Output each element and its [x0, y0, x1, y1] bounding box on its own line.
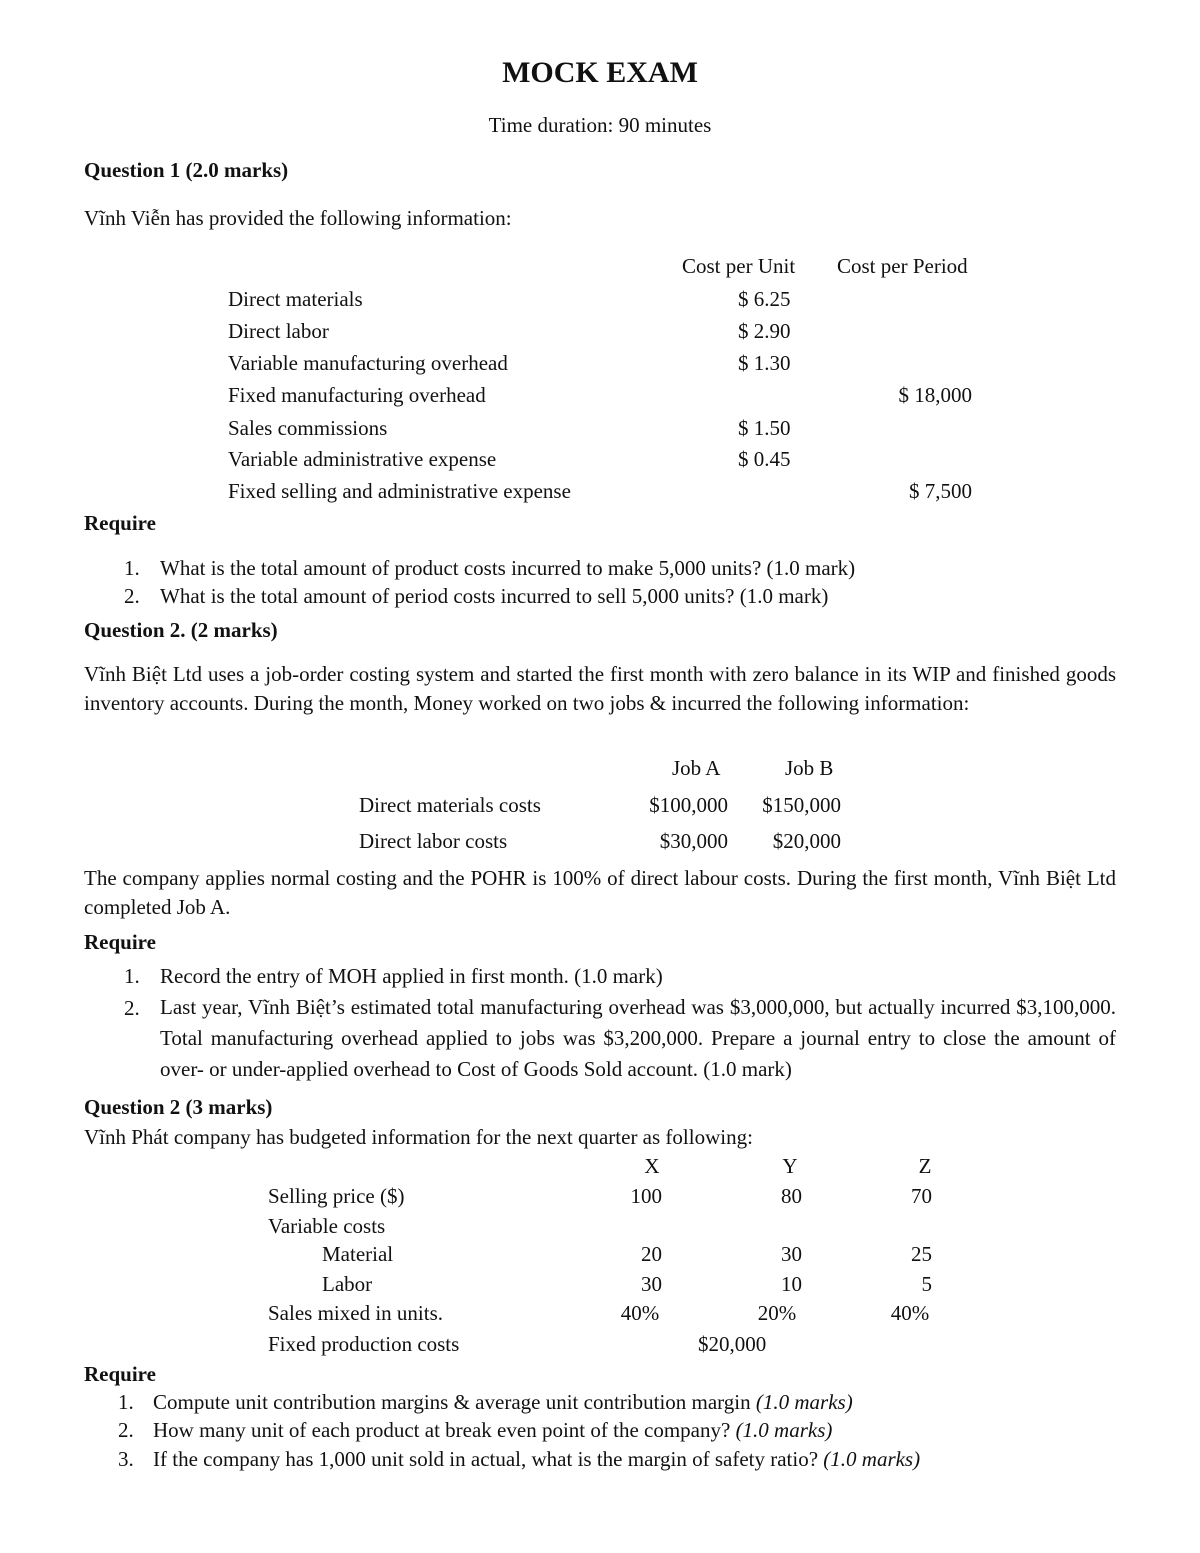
q3-item-text: How many unit of each product at break even point of the company?: [153, 1418, 736, 1442]
q3-material-label: Material: [322, 1242, 394, 1266]
q2-col-job-a: Job A: [672, 756, 721, 780]
q3-mix-label: Sales mixed in units.: [268, 1301, 443, 1325]
q1-row-period: $ 18,000: [898, 383, 972, 407]
q3-mix-y: 20%: [757, 1301, 797, 1325]
q1-row-label: Direct materials: [228, 287, 363, 311]
q3-selling-label: Selling price ($): [268, 1184, 405, 1208]
q2-heading: Question 2. (2 marks): [84, 618, 278, 642]
q3-item: [153, 1449, 920, 1470]
q3-item: [153, 1392, 853, 1413]
q3-item: [153, 1420, 832, 1441]
q3-item-marks: (1.0 marks): [823, 1447, 921, 1471]
q1-row-label: Variable manufacturing overhead: [228, 351, 508, 375]
q2-row-label: Direct materials costs: [359, 793, 541, 817]
q2-col-job-b: Job B: [785, 756, 834, 780]
q3-material-x: 20: [641, 1242, 662, 1266]
q1-item-num: 2.: [124, 584, 140, 608]
q3-require: Require: [84, 1362, 156, 1386]
q2-item-text: Last year, Vĩnh Biệt’s estimated total manufacturing overhead was $3,000,000, but actually incurred $3,100,000. Total manufacturing overhead applied to jobs was $3,200,000. Prepare a journal entry to close the amount of over- or under-applied overhead to Cost of Goods Sold account. (1.0 mark): [160, 995, 1116, 1081]
q3-item-num: 3.: [118, 1447, 134, 1471]
q2-row-job-b: $150,000: [762, 793, 841, 817]
q3-labor-x: 30: [641, 1272, 662, 1296]
q3-varcost-label: Variable costs: [268, 1214, 386, 1238]
q1-row-unit: $ 1.30: [738, 351, 791, 375]
q2-row-job-b: $20,000: [772, 829, 841, 853]
q3-selling-y: 80: [781, 1184, 802, 1208]
q3-heading: Question 2 (3 marks): [84, 1095, 273, 1119]
q1-col-period: Cost per Period: [837, 254, 968, 278]
q1-heading: Question 1 (2.0 marks): [84, 158, 289, 182]
q1-require: Require: [84, 511, 156, 535]
q1-row-label: Direct labor: [228, 319, 329, 343]
q1-row-unit: $ 0.45: [738, 447, 791, 471]
q3-item-marks: (1.0 marks): [755, 1390, 853, 1414]
q1-row-unit: $ 2.90: [738, 319, 791, 343]
q1-row-label: Fixed selling and administrative expense: [228, 479, 571, 503]
q3-col-x: X: [644, 1154, 660, 1178]
q3-fixed-value: $20,000: [698, 1332, 767, 1356]
q3-col-z: Z: [918, 1154, 932, 1178]
q2-item-num: 2.: [124, 996, 140, 1020]
page-title: MOCK EXAM: [502, 56, 698, 89]
q3-item-text: Compute unit contribution margins & average unit contribution margin: [153, 1390, 756, 1414]
q3-item-marks: (1.0 marks): [735, 1418, 833, 1442]
q2-item-num: 1.: [124, 964, 140, 988]
q1-item-text: What is the total amount of product costs incurred to make 5,000 units? (1.0 mark): [160, 556, 856, 580]
q3-mix-x: 40%: [620, 1301, 660, 1325]
q1-item-num: 1.: [124, 556, 140, 580]
q1-intro: Vĩnh Viễn has provided the following information:: [84, 206, 512, 230]
q3-labor-z: 5: [921, 1272, 932, 1296]
q1-row-label: Variable administrative expense: [228, 447, 497, 471]
q2-row-job-a: $100,000: [649, 793, 728, 817]
exam-duration: Time duration: 90 minutes: [488, 113, 712, 137]
q3-labor-label: Labor: [322, 1272, 373, 1296]
q1-row-unit: $ 1.50: [738, 416, 791, 440]
q3-fixed-label: Fixed production costs: [268, 1332, 460, 1356]
q2-item-text: Record the entry of MOH applied in first month. (1.0 mark): [160, 964, 663, 988]
q1-item-text: What is the total amount of period costs incurred to sell 5,000 units? (1.0 mark): [160, 584, 829, 608]
q3-labor-y: 10: [781, 1272, 802, 1296]
q3-item-num: 1.: [118, 1390, 134, 1414]
q3-selling-z: 70: [911, 1184, 932, 1208]
q1-row-period: $ 7,500: [909, 479, 972, 503]
q1-row-label: Fixed manufacturing overhead: [228, 383, 486, 407]
q1-row-label: Sales commissions: [228, 416, 388, 440]
q3-intro: Vĩnh Phát company has budgeted information for the next quarter as following:: [84, 1125, 753, 1149]
q3-selling-x: 100: [630, 1184, 662, 1208]
q3-item-text: If the company has 1,000 unit sold in actual, what is the margin of safety ratio?: [153, 1447, 824, 1471]
q3-col-y: Y: [782, 1154, 798, 1178]
q2-row-job-a: $30,000: [659, 829, 728, 853]
q2-intro: Vĩnh Biệt Ltd uses a job-order costing system and started the first month with zero balance in its WIP and finished goods inventory accounts. During the month, Money worked on two jobs & incurred the following information:: [84, 662, 1116, 715]
q2-require: Require: [84, 930, 156, 954]
q3-mix-z: 40%: [890, 1301, 930, 1325]
q2-row-label: Direct labor costs: [359, 829, 508, 853]
q1-row-unit: $ 6.25: [738, 287, 791, 311]
q3-material-z: 25: [911, 1242, 932, 1266]
q3-material-y: 30: [781, 1242, 802, 1266]
q2-paragraph: The company applies normal costing and the POHR is 100% of direct labour costs. During the first month, Vĩnh Biệt Ltd completed Job A.: [84, 866, 1116, 919]
q3-item-num: 2.: [118, 1418, 134, 1442]
q1-col-unit: Cost per Unit: [682, 254, 796, 278]
